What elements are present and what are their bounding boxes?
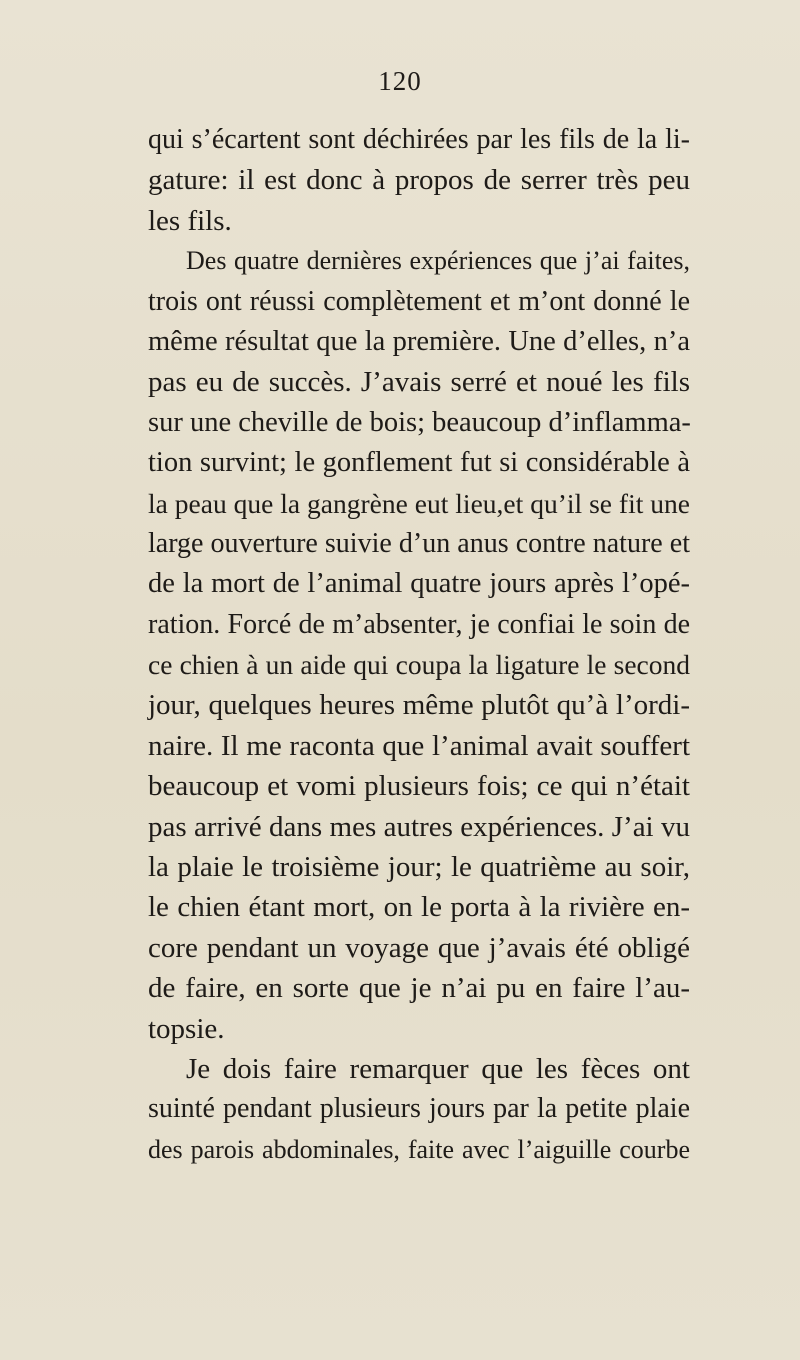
text-line: tion survint; le gonflement fut si considérable à [148,447,690,479]
text-line: gature: il est donc à propos de serrer très peu [148,164,690,197]
text-line: qui s’écartent sont déchirées par les fils de la li- [148,124,690,155]
text-line: pas arrivé dans mes autres expériences. J’ai vu [148,810,690,843]
text-line: beaucoup et vomi plusieurs fois; ce qui n’était [148,770,690,803]
text-line: naire. Il me raconta que l’animal avait souffert [148,729,690,762]
text-line: trois ont réussi complètement et m’ont donné le [148,285,690,317]
text-line: pas eu de succès. J’avais serré et noué les fils [148,366,690,399]
text-line: sur une cheville de bois; beaucoup d’inflamma- [148,406,691,438]
text-line: Des quatre dernières expériences que j’ai faites, [186,246,690,276]
text-line: topsie. [148,1012,225,1045]
text-line: les fils. [148,204,232,237]
body-text [148,120,690,1170]
text-line: ration. Forcé de m’absenter, je confiai le soin de [148,608,690,640]
page-number: 120 [378,66,422,96]
text-line: la peau que la gangrène eut lieu,et qu’il se fit une [148,487,690,519]
text-line: jour, quelques heures même plutôt qu’à l’ordi- [148,689,690,722]
text-line: des parois abdominales, faite avec l’aiguille courbe [148,1134,690,1164]
text-line: core pendant un voyage que j’avais été obligé [148,931,690,964]
text-line: la plaie le troisième jour; le quatrième au soir, [148,851,690,884]
text-line: même résultat que la première. Une d’elles, n’a [148,325,690,357]
text-line: de faire, en sorte que je n’ai pu en faire l’au- [148,972,690,1005]
text-line: le chien étant mort, on le porta à la rivière en- [148,891,690,924]
text-line: large ouverture suivie d’un anus contre nature et [148,527,690,559]
text-line: Je dois faire remarquer que les fèces ont [186,1052,690,1085]
text-line: ce chien à un aide qui coupa la ligature le second [148,649,690,681]
text-line: suinté pendant plusieurs jours par la petite plaie [148,1093,690,1125]
text-line: de la mort de l’animal quatre jours après l’opé- [148,568,690,600]
